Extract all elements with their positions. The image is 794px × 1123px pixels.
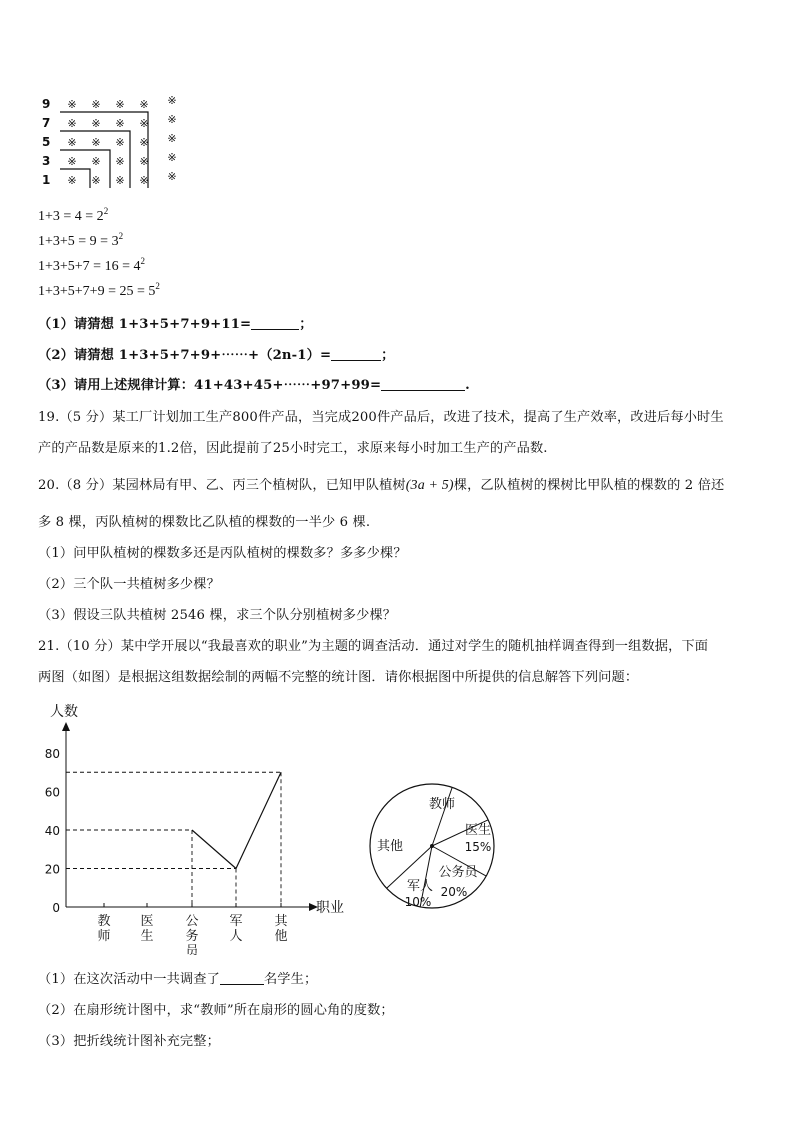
figure-mark-icon: ※ <box>91 155 101 168</box>
pie-chart <box>360 770 510 920</box>
figure-mark-icon: ※ <box>115 155 125 168</box>
line-chart-svg <box>30 700 360 955</box>
pie-value-label: 15% <box>464 840 492 854</box>
pie-center <box>430 844 434 848</box>
q20-line2: 多 8 棵，丙队植树的棵数比乙队植的棵数的一半少 6 棵. <box>38 515 371 530</box>
figure-mark-icon: ※ <box>67 117 77 130</box>
x-tick-label: 公务员 <box>185 914 199 955</box>
pie-value-label: 10% <box>404 895 432 909</box>
figure-row-label: 1 <box>42 173 51 187</box>
figure-mark-icon: ※ <box>67 98 77 111</box>
x-tick-label: 教师 <box>97 914 111 944</box>
y-axis-label: 人数 <box>50 704 78 720</box>
q21-sub3: （3）把折线统计图补充完整； <box>38 1034 220 1049</box>
figure-mark-icon: ※ <box>167 94 177 107</box>
pie-value-label: 20% <box>440 885 468 899</box>
q19-line1: 19.（5 分）某工厂计划加工生产800件产品，当完成200件产品后，改进了技术，提高了生产效率，改进后每小时生 <box>38 410 724 425</box>
equation-line: $1+3+5 = 9 = 3^2$ <box>38 231 124 249</box>
figure-mark-icon: ※ <box>115 117 125 130</box>
figure-row-label: 9 <box>42 97 51 111</box>
q21-line1: 21.（10 分）某中学开展以“我最喜欢的职业”为主题的调查活动．通过对学生的随机抽样调查得到一组数据，下面 <box>38 639 709 654</box>
q21-line2: 两图（如图）是根据这组数据绘制的两幅不完整的统计图．请你根据图中所提供的信息解答下列问题： <box>38 670 639 685</box>
answer-blank[interactable] <box>251 317 299 330</box>
y-tick-label: 0 <box>52 901 60 915</box>
equation-line: $1+3+5+7 = 16 = 4^2$ <box>38 256 145 274</box>
q20-sub1: （1）问甲队植树的棵数多还是丙队植树的棵数多？多多少棵？ <box>38 546 407 561</box>
q20-expression: (3a + 5) <box>405 478 454 493</box>
figure-mark-icon: ※ <box>91 98 101 111</box>
figure-row-label: 3 <box>42 154 51 168</box>
figure-mark-icon: ※ <box>115 136 125 149</box>
y-tick-label: 60 <box>44 785 60 800</box>
equation-line: $1+3 = 4 = 2^2$ <box>38 206 109 224</box>
pie-slice-label: 军人 <box>406 879 434 894</box>
figure-row-label: 5 <box>42 135 51 149</box>
figure-mark-icon: ※ <box>167 170 177 183</box>
figure-mark-icon: ※ <box>67 136 77 149</box>
dot-figure <box>38 88 188 190</box>
line-chart <box>30 700 360 955</box>
pie-slice-label: 其他 <box>376 839 404 854</box>
pie-chart-svg <box>360 770 510 920</box>
figure-mark-icon: ※ <box>67 155 77 168</box>
y-axis-arrow-icon <box>62 722 70 731</box>
pie-slice-label: 公务员 <box>438 865 478 880</box>
q18-sub1: （1）请猜想 1+3+5+7+9+11= ； <box>38 317 313 332</box>
x-tick-label: 军人 <box>229 914 243 944</box>
q20-sub3: （3）假设三队共植树 2546 棵，求三个队分别植树多少棵？ <box>38 608 397 623</box>
figure-mark-icon: ※ <box>67 174 77 187</box>
figure-mark-icon: ※ <box>139 98 149 111</box>
figure-mark-icon: ※ <box>139 117 149 130</box>
figure-mark-icon: ※ <box>139 155 149 168</box>
q19-line2: 产的产品数是原来的1.2倍，因此提前了25小时完工，求原来每小时加工生产的产品数. <box>38 441 548 456</box>
figure-mark-icon: ※ <box>91 136 101 149</box>
series-line <box>192 772 281 868</box>
figure-mark-icon: ※ <box>167 113 177 126</box>
q18-sub2: （2）请猜想 1+3+5+7+9+⋯⋯+（2n-1）= ； <box>38 348 395 363</box>
y-tick-label: 80 <box>44 747 60 761</box>
q20-sub2: （2）三个队一共植树多少棵？ <box>38 577 220 592</box>
figure-mark-icon: ※ <box>115 98 125 111</box>
x-tick-label: 其他 <box>274 914 288 944</box>
x-axis-label: 职业 <box>316 900 344 916</box>
answer-blank[interactable] <box>381 378 465 391</box>
y-tick-label: 40 <box>44 824 60 838</box>
equation-line: $1+3+5+7+9 = 25 = 5^2$ <box>38 281 160 299</box>
dot-figure-svg <box>38 88 188 190</box>
q18-sub3: （3）请用上述规律计算：41+43+45+⋯⋯+97+99= . <box>38 378 470 393</box>
figure-mark-icon: ※ <box>139 136 149 149</box>
pie-slice-label: 医生 <box>464 823 492 838</box>
x-tick-label: 医生 <box>140 914 154 944</box>
q20-line1: 20.（8 分）某园林局有甲、乙、丙三个植树队，已知甲队植树(3a + 5)棵，乙队植树的棵树比甲队植的棵数的 2 倍还 <box>38 478 725 493</box>
q21-sub1: （1）在这次活动中一共调查了 名学生； <box>38 972 318 987</box>
figure-row-label: 7 <box>42 116 51 130</box>
figure-mark-icon: ※ <box>91 174 101 187</box>
y-tick-label: 20 <box>44 862 60 877</box>
q21-sub2: （2）在扇形统计图中，求“教师”所在扇形的圆心角的度数； <box>38 1003 394 1018</box>
figure-mark-icon: ※ <box>91 117 101 130</box>
answer-blank[interactable] <box>220 972 264 985</box>
answer-blank[interactable] <box>331 348 381 361</box>
pie-slice-label: 教师 <box>428 797 456 812</box>
figure-mark-icon: ※ <box>167 151 177 164</box>
figure-mark-icon: ※ <box>139 174 149 187</box>
figure-mark-icon: ※ <box>115 174 125 187</box>
figure-mark-icon: ※ <box>167 132 177 145</box>
